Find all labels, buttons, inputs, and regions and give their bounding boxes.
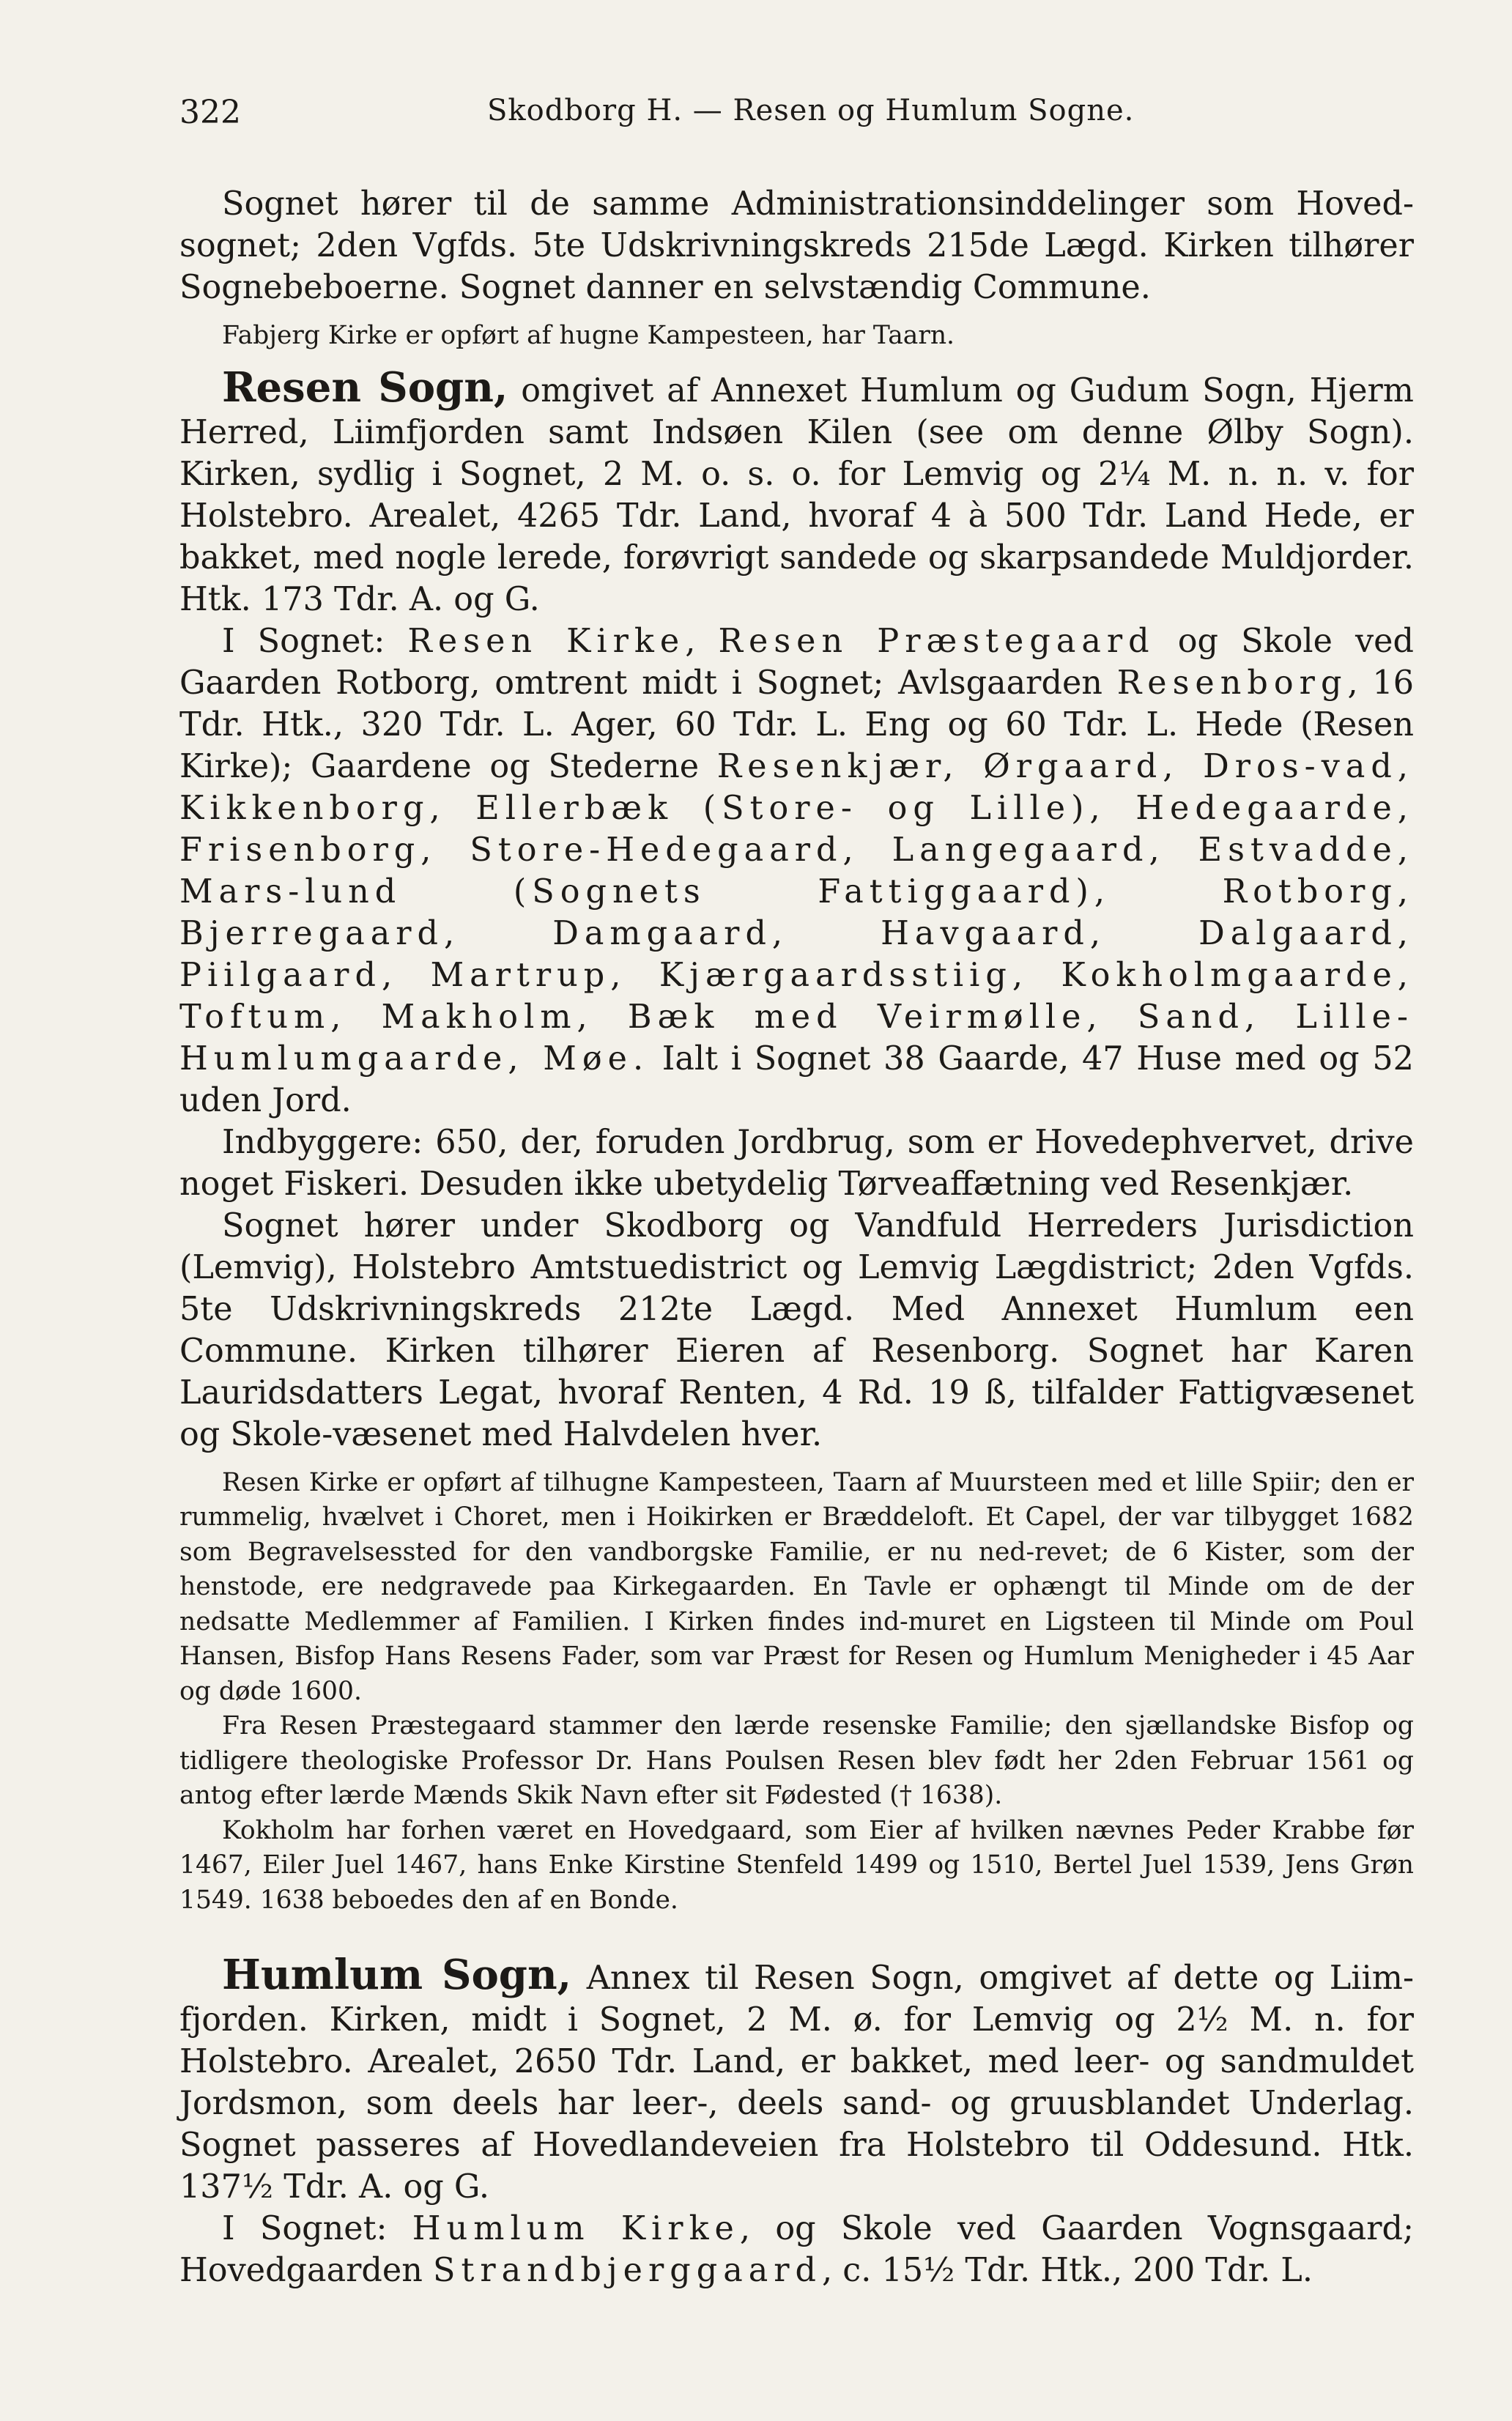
page-header	[179, 94, 1414, 145]
resen-intro-text: omgivet af Annexet Humlum og Gudum Sogn, Hjerm Herred, Liimfjorden samt Indsøen Kilen (see om denne Ølby Sogn). Kirken, sydlig i Sognet, 2 M. o. s. o. for Lemvig og 2¼ M. n. n. v. for Holstebro. Arealet, 4265 Tdr. Land, hvoraf 4 à 500 Tdr. Land Hede, er bakket, med nogle lerede, forøvrigt sandede og skarpsandede Muldjorder. Htk. 173 Tdr. A. og G.	[179, 371, 1415, 618]
resen-farm-totals: Ialt i Sognet 38 Gaarde, 47 Huse med og 52 uden Jord.	[179, 1039, 1414, 1119]
humlum-parish-title: Humlum Sogn,	[222, 1951, 572, 1999]
resen-intro-paragraph	[179, 363, 1415, 620]
fabjerg-admin-paragraph: Sognet hører til de samme Administrationsinddelinger som Hoved-sognet; 2den Vgfds. 5te Udskrivningskreds 215de Lægd. Kirken tilhører Sognebeboerne. Sognet danner en selvstændig Commune.	[179, 185, 1414, 306]
resen-praestegaard: Resen Præstegaard	[718, 622, 1155, 660]
body-text	[179, 183, 1414, 2291]
resen-parish-title: Resen Sogn,	[222, 363, 508, 412]
resen-admin-paragraph: Sognet hører under Skodborg og Vandfuld Herreders Jurisdiction (Lemvig), Holstebro Amtstuedistrict og Lemvig Lægdistrict; 2den Vgfds. 5te Udskrivningskreds 212te Lægd. Med Annexet Humlum een Commune. Kirken tilhører Eieren af Resenborg. Sognet har Karen Lauridsdatters Legat, hvoraf Renten, 4 Rd. 19 ß, tilfalder Fattigvæsenet og Skole-væsenet med Halvdelen hver.	[179, 1206, 1414, 1453]
humlum-skole-text: , og Skole ved Gaarden Vognsgaard; Hovedgaarden	[179, 2210, 1414, 2289]
strandbjerggaard-details: , c. 15½ Tdr. Htk., 200 Tdr. L.	[822, 2252, 1313, 2289]
resen-church-note: Resen Kirke er opført af tilhugne Kampesteen, Taarn af Muursteen med et lille Spiir; den er rummelig, hvælvet i Choret, men i Hoikirken er Bræddeloft. Et Capel, der var tilbygget 1682 som Begravelsessted for den vandborgske Familie, er nu ned-revet; de 6 Kister, som der henstode, ere nedgravede paa Kirkegaarden. En Tavle er ophængt til Minde om de der nedsatte Medlemmer af Familien. I Kirken findes ind-muret en Ligsteen til Minde om Poul Hansen, Bisfop Hans Resens Fader, som var Præst for Resen og Humlum Menigheder i 45 Aar og døde 1600.	[179, 1467, 1414, 1706]
humlum-locations-paragraph	[179, 2208, 1414, 2291]
resen-kirke: Resen Kirke	[407, 622, 686, 660]
kokholm-note: Kokholm har forhen været en Hovedgaard, som Eier af hvilken nævnes Peder Krabbe før 1467, Eiler Juel 1467, hans Enke Kirstine Stenfeld 1499 og 1510, Bertel Juel 1539, Jens Grøn 1549. 1638 beboedes den af en Bonde.	[179, 1815, 1414, 1915]
resen-family-note: Fra Resen Præstegaard stammer den lærde resenske Familie; den sjællandske Bisfop og tidligere theologiske Professor Dr. Hans Poulsen Resen blev født her 2den Februar 1561 og antog efter lærde Mænds Skik Navn efter sit Fødested († 1638).	[179, 1711, 1414, 1810]
humlum-kirke: Humlum Kirke	[412, 2210, 740, 2247]
resenborg: Resenborg	[1116, 664, 1348, 702]
resen-locations-lead: I Sognet:	[222, 622, 408, 660]
fabjerg-church-note: Fabjerg Kirke er opført af hugne Kampesteen, har Taarn.	[222, 321, 955, 350]
humlum-intro-paragraph	[179, 1951, 1414, 2208]
resen-skole-text: og Skole ved Gaarden Rotborg, omtrent midt i Sognet; Avlsgaarden	[179, 622, 1414, 702]
sep-a: ,	[685, 622, 719, 660]
running-head: Skodborg H. — Resen og Humlum Sogne.	[487, 94, 1135, 127]
resenborg-details: , 16 Tdr. Htk., 320 Tdr. L. Ager, 60 Tdr. L. Eng og 60 Tdr. L. Hede (Resen Kirke); Gaardene og Stederne	[179, 664, 1415, 785]
humlum-intro-text: Annex til Resen Sogn, omgivet af dette og Liim-fjorden. Kirken, midt i Sognet, 2 M. ø. for Lemvig og 2½ M. n. for Holstebro. Arealet, 2650 Tdr. Land, er bakket, med leer- og sandmuldet Jordsmon, som deels har leer-, deels sand- og gruusblandet Underlag. Sognet passeres af Hovedlandeveien fra Holstebro til Oddesund. Htk. 137½ Tdr. A. og G.	[179, 1960, 1414, 2206]
page-number: 322	[179, 94, 241, 131]
strandbjerggaard: Strandbjerggaard	[433, 2252, 823, 2289]
resen-population-paragraph: Indbyggere: 650, der, foruden Jordbrug, som er Hovedерhvervet, drive noget Fiskeri. Desuden ikke ubetydelig Tørveaffætning ved Resenkjær.	[179, 1123, 1414, 1203]
humlum-locations-lead: I Sognet:	[222, 2210, 412, 2247]
resen-locations-paragraph	[179, 620, 1414, 1121]
resen-farm-list: Resenkjær, Ørgaard, Dros-vad, Kikkenborg, Ellerbæk (Store- og Lille), Hedegaarde, Frisenborg, Store-Hedegaard, Langegaard, Estvadde, Mars-lund (Sognets Fattiggaard), Rotborg, Bjerregaard, Damgaard, Havgaard, Dalgaard, Piilgaard, Martrup, Kjærgaardsstiig, Kokholmgaarde, Toftum, Makholm, Bæk med Veirmølle, Sand, Lille-Humlumgaarde, Møe.	[179, 747, 1414, 1078]
